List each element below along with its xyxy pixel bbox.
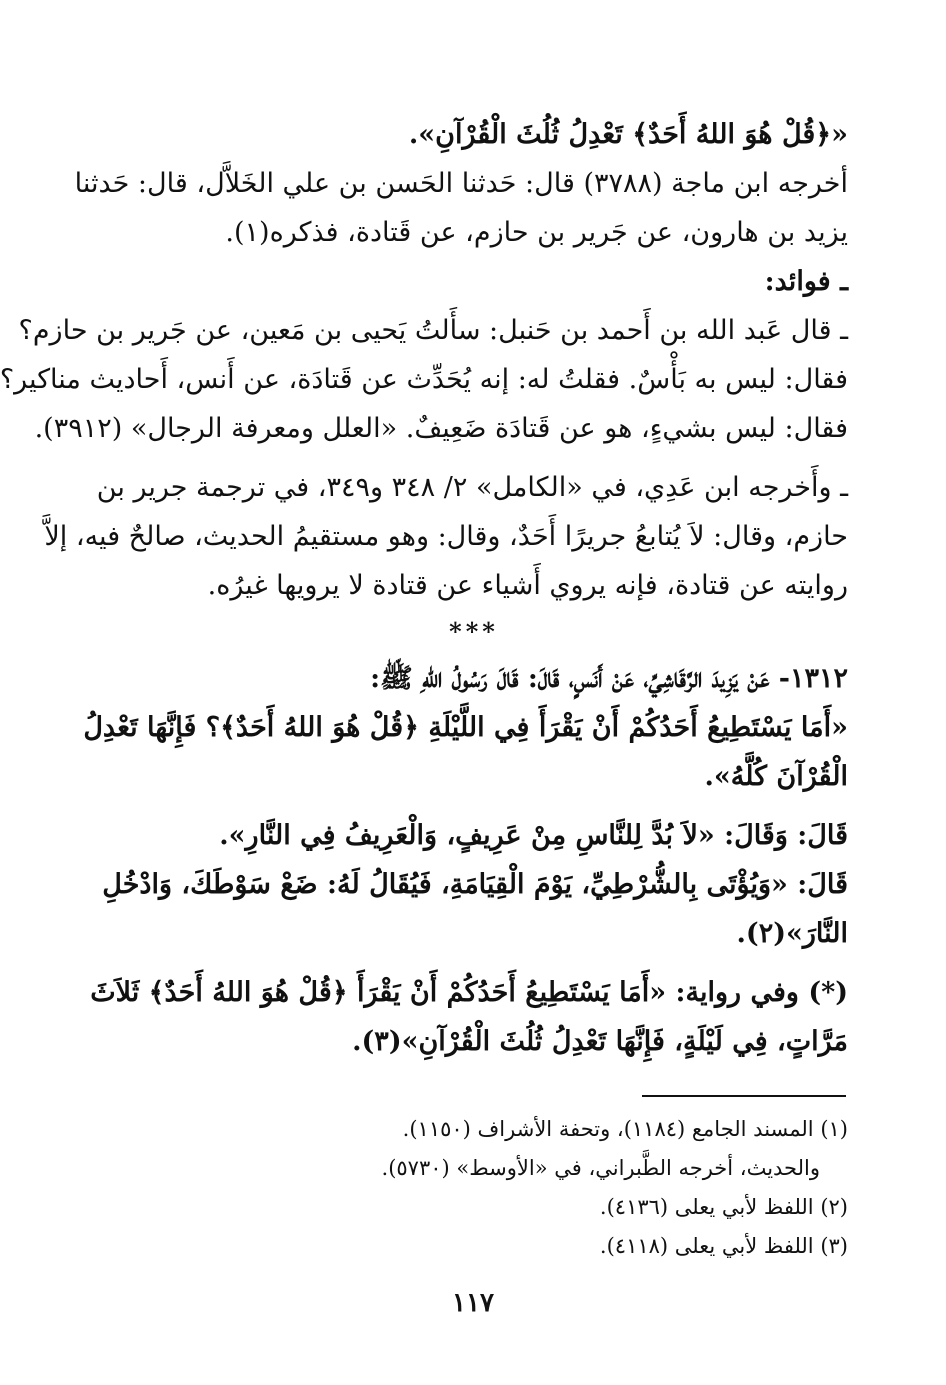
benefit-line: ـ قال عَبد الله بن أَحمد بن حَنبل: سأَلتُ يَحيى بن مَعين، عن جَرير بن حازم؟ (18, 315, 848, 346)
footnotes (100, 1110, 848, 1266)
page-number: ١١٧ (452, 1288, 494, 1318)
hadith-heading: ١٣١٢- عَنْ يَزِيدَ الرَّقَاشِيِّ، عَنْ أَنَسٍ، قَالَ: قَالَ رَسُولُ اللهِ ﷺ: (370, 663, 848, 694)
hadith-text-line: «أَمَا يَسْتَطِيعُ أَحَدُكُمْ أَنْ يَقْرَأَ فِي اللَّيْلَةِ ﴿قُلْ هُوَ اللهُ أَحَدٌ﴾؟ فَإِنَّهَا تَعْدِلُ (83, 712, 848, 743)
takhrij-line: أخرجه ابن ماجة (٣٧٨٨) قال: حَدثنا الحَسن بن علي الخَلاَّل، قال: حَدثنا (74, 168, 848, 199)
benefit-line: ـ وأَخرجه ابن عَدِي، في «الكامل» ٢/ ٣٤٨ و٣٤٩، في ترجمة جرير بن (96, 472, 848, 503)
main-text (0, 110, 848, 1066)
hadith-text-line: الْقُرْآنَ كُلَّهُ». (704, 761, 848, 792)
narration-line: مَرَّاتٍ، فِي لَيْلَةٍ، فَإِنَّهَا تَعْدِلُ ثُلُثَ الْقُرْآنِ»(٣). (352, 1026, 848, 1057)
benefit-line: حازم، وقال: لاَ يُتابعُ جريرًا أَحَدٌ، وقال: وهو مستقيمُ الحديث، صالحٌ فيه، إلاَّ (44, 521, 848, 552)
footnote-3: (٣) اللفظ لأبي يعلى (٤١١٨). (599, 1234, 848, 1258)
hadith-text-line: قَالَ: وَقَالَ: «لاَ بُدَّ لِلنَّاسِ مِنْ عَرِيفٍ، وَالْعَرِيفُ فِي النَّارِ». (219, 820, 848, 851)
section-separator: *** (449, 617, 499, 646)
benefits-heading: ـ فوائد: (764, 266, 848, 297)
footnote-divider (642, 1095, 846, 1097)
takhrij-line: يزيد بن هارون، عن جَرير بن حازم، عن قَتادة، فذكره(١). (225, 217, 848, 248)
hadith-text-line: «﴿قُلْ هُوَ اللهُ أَحَدٌ﴾ تَعْدِلُ ثُلُثَ الْقُرْآنِ». (408, 119, 848, 150)
footnote-1: (١) المسند الجامع (١١٨٤)، وتحفة الأشراف (١١٥٠). (402, 1117, 848, 1141)
hadith-text-line: النَّارَ»(٢). (736, 918, 848, 949)
footnote-1-continuation: والحديث، أخرجه الطَّبراني، في «الأوسط» (٥٧٣٠). (381, 1156, 820, 1180)
benefit-line: فقال: ليس به بَأْسٌ. فقلتُ له: إنه يُحَدِّث عن قَتادَة، عن أَنس، أَحاديث مناكير؟ (0, 364, 848, 395)
benefit-line: روايته عن قتادة، فإنه يروي أَشياء عن قتادة لا يرويها غيرُه. (207, 570, 848, 601)
hadith-text-line: قَالَ: «وَيُؤْتَى بِالشُّرْطِيِّ، يَوْمَ الْقِيَامَةِ، فَيُقَالُ لَهُ: ضَعْ سَوْطَكَ، وَادْخُلِ (102, 869, 848, 900)
benefit-line: فقال: ليس بشيءٍ، هو عن قَتادَة ضَعِيفٌ. «العلل ومعرفة الرجال» (٣٩١٢). (34, 413, 848, 444)
narration-line: (*) وفي رواية: «أَمَا يَسْتَطِيعُ أَحَدُكُمْ أَنْ يَقْرَأَ ﴿قُلْ هُوَ اللهُ أَحَدٌ﴾ ثَلاَثَ (90, 977, 848, 1008)
footnote-2: (٢) اللفظ لأبي يعلى (٤١٣٦). (599, 1195, 848, 1219)
